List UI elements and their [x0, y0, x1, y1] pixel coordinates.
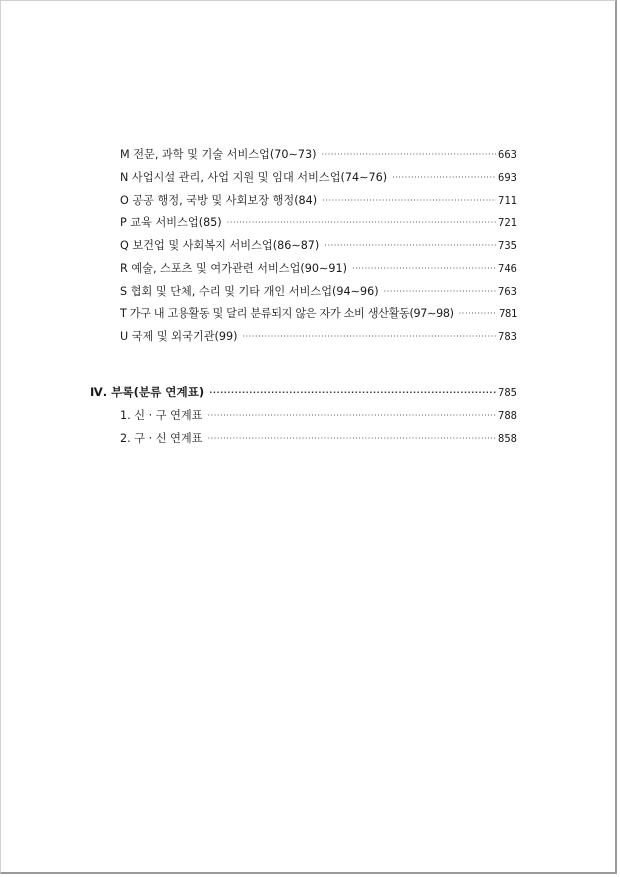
- toc-page-number: 781: [499, 308, 517, 320]
- toc-page-number: 693: [498, 172, 517, 184]
- toc-entry-r[interactable]: [120, 261, 517, 277]
- toc-page-number: 763: [498, 286, 517, 298]
- toc-page-number: 711: [498, 195, 517, 207]
- leader-dots: [242, 329, 496, 345]
- toc-appendix-item-1[interactable]: [120, 408, 517, 424]
- leader-dots: [208, 431, 497, 447]
- leader-dots: [459, 306, 497, 322]
- toc-entry-label: Q 보건업 및 사회복지 서비스업(86∼87): [120, 239, 320, 252]
- leader-dots: [209, 385, 496, 401]
- toc-entry-label: T 가구 내 고용활동 및 달리 분류되지 않은 자가 소비 생산활동(97∼98): [120, 307, 454, 320]
- toc-entry-label: R 예술, 스포츠 및 여가관련 서비스업(90∼91): [120, 262, 347, 275]
- toc-entry-o[interactable]: [120, 193, 517, 209]
- toc-page-number: 746: [498, 263, 517, 275]
- toc-entry-m[interactable]: [120, 147, 517, 163]
- leader-dots: [384, 284, 496, 300]
- toc-entry-label: U 국제 및 외국기관(99): [120, 330, 238, 343]
- toc-page-number: 721: [498, 217, 517, 229]
- toc-entry-label: M 전문, 과학 및 기술 서비스업(70∼73): [120, 148, 317, 161]
- toc-entry-label: P 교육 서비스업(85): [120, 216, 222, 229]
- toc-entry-u[interactable]: [120, 329, 517, 345]
- toc-entry-p[interactable]: [120, 215, 517, 231]
- toc-entry-s[interactable]: [120, 284, 517, 300]
- leader-dots: [392, 170, 496, 186]
- toc-page-number: 783: [498, 331, 517, 343]
- toc-entry-label: 2. 구 · 신 연계표: [120, 432, 203, 445]
- toc-entry-label: S 협회 및 단체, 수리 및 기타 개인 서비스업(94∼96): [120, 285, 379, 298]
- leader-dots: [352, 261, 496, 277]
- leader-dots: [208, 408, 497, 424]
- toc-entry-q[interactable]: [120, 238, 517, 254]
- leader-dots: [322, 193, 496, 209]
- leader-dots: [324, 238, 496, 254]
- toc-entry-t[interactable]: [120, 306, 517, 322]
- toc-page-number: 785: [498, 387, 517, 399]
- toc-page-number: 663: [498, 149, 517, 161]
- toc-entry-label: 1. 신 · 구 연계표: [120, 409, 203, 422]
- toc-appendix-heading[interactable]: [90, 384, 517, 400]
- toc-entry-n[interactable]: [120, 170, 517, 186]
- leader-dots: [227, 215, 496, 231]
- toc-entry-label: N 사업시설 관리, 사업 지원 및 임대 서비스업(74∼76): [120, 171, 388, 184]
- leader-dots: [321, 147, 496, 163]
- toc-entry-label: O 공공 행정, 국방 및 사회보장 행정(84): [120, 194, 318, 207]
- toc-page-number: 735: [498, 240, 517, 252]
- toc-page-number: 858: [498, 433, 517, 445]
- toc-entry-label: Ⅳ. 부록(분류 연계표): [90, 385, 205, 399]
- toc-page-number: 788: [498, 410, 517, 422]
- toc-appendix-item-2[interactable]: [120, 431, 517, 447]
